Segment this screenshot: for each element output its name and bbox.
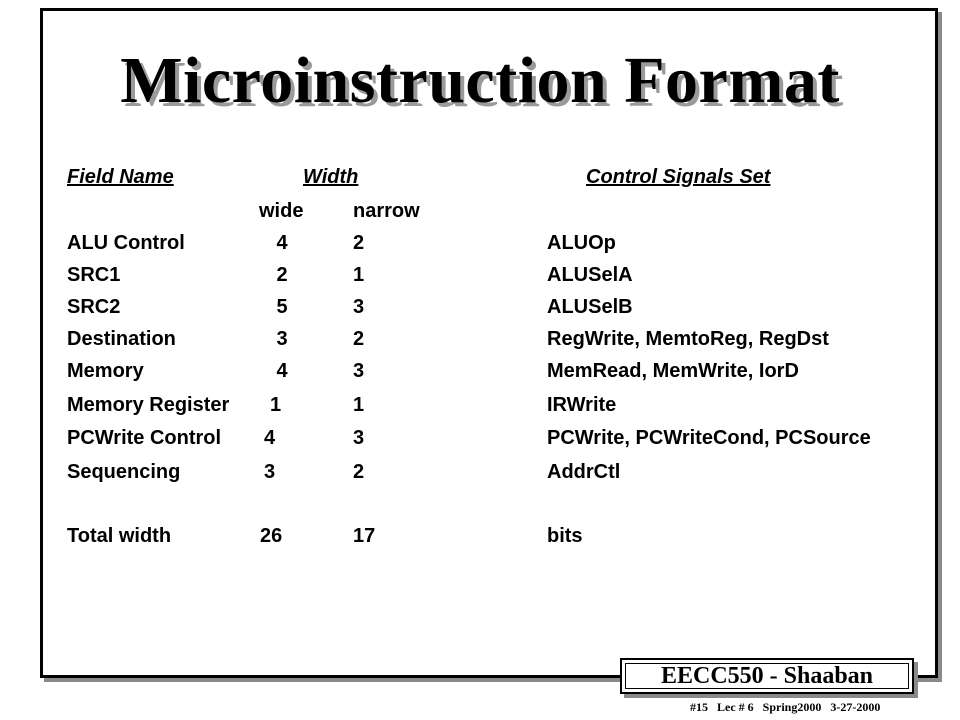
- row-field: SRC2: [67, 296, 121, 318]
- row-wide: 1: [270, 394, 282, 416]
- slide-footer-note: #15 Lec # 6 Spring2000 3-27-2000: [690, 700, 881, 714]
- row-signals: ALUSelA: [547, 264, 633, 286]
- header-control-signals: Control Signals Set: [586, 166, 771, 188]
- row-narrow: 2: [353, 461, 365, 483]
- row-wide: 4: [276, 232, 288, 254]
- row-field: ALU Control: [67, 232, 185, 254]
- row-field: Destination: [67, 328, 176, 350]
- row-signals: IRWrite: [547, 394, 617, 416]
- row-narrow: 3: [353, 427, 365, 449]
- row-signals: ALUSelB: [547, 296, 633, 318]
- total-wide: 26: [260, 525, 283, 547]
- total-unit: bits: [547, 525, 583, 547]
- row-wide: 4: [264, 427, 276, 449]
- row-narrow: 1: [353, 394, 365, 416]
- row-narrow: 2: [353, 328, 365, 350]
- row-field: SRC1: [67, 264, 121, 286]
- row-field: Memory Register: [67, 394, 230, 416]
- row-narrow: 3: [353, 360, 365, 382]
- total-label: Total width: [67, 525, 172, 547]
- header-width: Width: [303, 166, 359, 188]
- row-signals: ALUOp: [547, 232, 616, 254]
- row-signals: MemRead, MemWrite, IorD: [547, 360, 799, 382]
- row-field: Memory: [67, 360, 144, 382]
- course-label-box: [620, 658, 914, 694]
- row-wide: 5: [276, 296, 288, 318]
- total-narrow: 17: [353, 525, 376, 547]
- row-wide: 4: [276, 360, 288, 382]
- row-wide: 2: [276, 264, 288, 286]
- row-signals: AddrCtl: [547, 461, 621, 483]
- header-field-name: Field Name: [67, 166, 174, 188]
- row-wide: 3: [264, 461, 276, 483]
- subheader-narrow: narrow: [353, 200, 420, 222]
- row-field: PCWrite Control: [67, 427, 222, 449]
- row-signals: RegWrite, MemtoReg, RegDst: [547, 328, 829, 350]
- row-narrow: 2: [353, 232, 365, 254]
- row-wide: 3: [276, 328, 288, 350]
- course-label: EECC550 - Shaaban: [660, 662, 874, 689]
- slide-title: Microinstruction Format: [120, 44, 840, 117]
- row-narrow: 3: [353, 296, 365, 318]
- row-field: Sequencing: [67, 461, 181, 483]
- subheader-wide: wide: [259, 200, 304, 222]
- row-narrow: 1: [353, 264, 365, 286]
- row-signals: PCWrite, PCWriteCond, PCSource: [547, 427, 871, 449]
